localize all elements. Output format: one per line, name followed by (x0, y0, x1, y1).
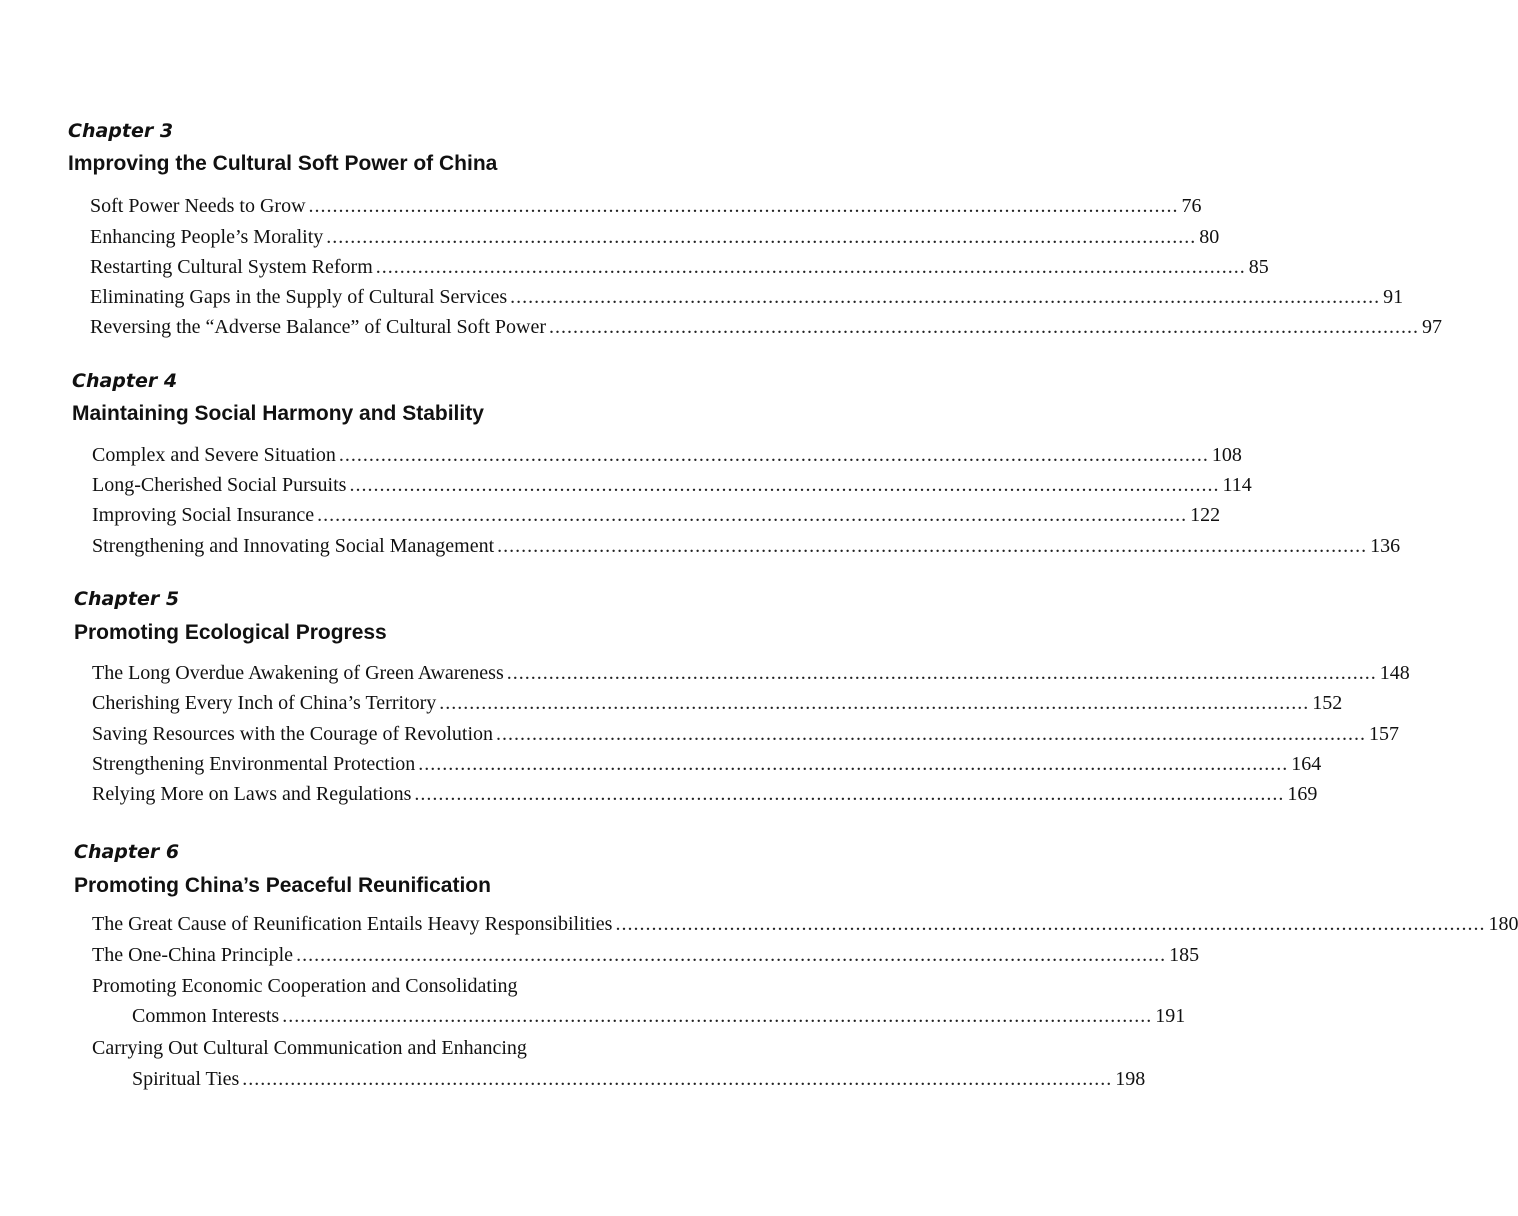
dot-leader: ................................................................................................................................................. (418, 753, 1289, 775)
entry-title: The One-China Principle (92, 944, 294, 966)
dot-leader: ................................................................................................................................................. (242, 1068, 1113, 1090)
page-number: 136 (1370, 535, 1401, 557)
dot-leader: ................................................................................................................................................. (510, 286, 1381, 308)
page-number: 91 (1383, 286, 1404, 308)
chapter-title: Improving the Cultural Soft Power of China (68, 152, 498, 175)
toc-entry[interactable] (92, 690, 1343, 716)
entry-title: Relying More on Laws and Regulations (92, 783, 412, 805)
chapter-label: Chapter 3 (68, 120, 174, 142)
toc-entry[interactable] (132, 1066, 1146, 1092)
toc-entry[interactable] (92, 751, 1322, 777)
toc-entry[interactable] (92, 942, 1200, 968)
toc-entry[interactable] (90, 254, 1269, 280)
toc-entry[interactable] (90, 284, 1404, 310)
dot-leader: ................................................................................................................................................. (326, 226, 1197, 248)
chapter-label: Chapter 4 (72, 370, 178, 392)
dot-leader: ................................................................................................................................................. (506, 662, 1377, 684)
chapter-title: Promoting Ecological Progress (74, 621, 387, 644)
entry-title: The Great Cause of Reunification Entails Heavy Responsibilities (92, 913, 613, 935)
chapter-label: Chapter 5 (74, 588, 180, 610)
entry-title: Complex and Severe Situation (92, 444, 336, 466)
page-number: 180 (1488, 913, 1518, 935)
page-number: 157 (1369, 723, 1400, 745)
toc-entry[interactable] (92, 502, 1221, 528)
toc-entry[interactable] (92, 911, 1518, 937)
page-number: 185 (1169, 944, 1200, 966)
entry-title: Long-Cherished Social Pursuits (92, 474, 347, 496)
entry-title: The Long Overdue Awakening of Green Awareness (92, 662, 504, 684)
toc-entry[interactable] (90, 224, 1220, 250)
page-number: 191 (1155, 1005, 1186, 1027)
dot-leader: ................................................................................................................................................. (308, 195, 1179, 217)
dot-leader: ................................................................................................................................................. (548, 316, 1419, 338)
toc-entry[interactable] (132, 1003, 1186, 1029)
page-number: 85 (1248, 256, 1269, 278)
toc-entry[interactable] (92, 721, 1400, 747)
toc-entry[interactable] (92, 533, 1401, 559)
toc-entry[interactable] (90, 314, 1442, 340)
chapter-title: Maintaining Social Harmony and Stability (72, 402, 484, 425)
page-number: 122 (1190, 504, 1221, 526)
entry-title-line1: Carrying Out Cultural Communication and Enhancing (92, 1037, 527, 1059)
dot-leader: ................................................................................................................................................. (414, 783, 1285, 805)
dot-leader: ................................................................................................................................................. (338, 444, 1209, 466)
entry-title: Enhancing People’s Morality (90, 226, 324, 248)
page-number: 164 (1291, 753, 1322, 775)
page-number: 80 (1199, 226, 1220, 248)
page-number: 97 (1421, 316, 1442, 338)
entry-title-line2: Common Interests (132, 1005, 280, 1027)
toc-entry[interactable] (92, 472, 1252, 498)
entry-title: Strengthening Environmental Protection (92, 753, 416, 775)
dot-leader: ................................................................................................................................................. (497, 535, 1368, 557)
page-number: 198 (1115, 1068, 1146, 1090)
page-number: 114 (1222, 474, 1252, 496)
dot-leader: ................................................................................................................................................. (317, 504, 1188, 526)
dot-leader: ................................................................................................................................................. (496, 723, 1367, 745)
page-number: 108 (1211, 444, 1242, 466)
dot-leader: ................................................................................................................................................. (375, 256, 1246, 278)
entry-title: Eliminating Gaps in the Supply of Cultural Services (90, 286, 508, 308)
entry-title: Soft Power Needs to Grow (90, 195, 306, 217)
chapter-title: Promoting China’s Peaceful Reunification (74, 874, 491, 897)
entry-title-line2: Spiritual Ties (132, 1068, 240, 1090)
dot-leader: ................................................................................................................................................. (439, 692, 1310, 714)
entry-title: Cherishing Every Inch of China’s Territory (92, 692, 437, 714)
entry-title: Improving Social Insurance (92, 504, 315, 526)
toc-entry[interactable] (92, 781, 1318, 807)
entry-title: Saving Resources with the Courage of Revolution (92, 723, 494, 745)
page-number: 169 (1287, 783, 1318, 805)
page-number: 76 (1181, 195, 1202, 217)
dot-leader: ................................................................................................................................................. (296, 944, 1167, 966)
page-number: 152 (1312, 692, 1343, 714)
entry-title: Restarting Cultural System Reform (90, 256, 373, 278)
dot-leader: ................................................................................................................................................. (349, 474, 1220, 496)
toc-entry[interactable] (90, 193, 1202, 219)
toc-entry[interactable] (92, 442, 1242, 468)
toc-entry[interactable] (92, 660, 1410, 686)
entry-title: Reversing the “Adverse Balance” of Cultural Soft Power (90, 316, 546, 338)
entry-title: Strengthening and Innovating Social Management (92, 535, 495, 557)
dot-leader: ................................................................................................................................................. (282, 1005, 1153, 1027)
chapter-label: Chapter 6 (74, 841, 180, 863)
entry-title-line1: Promoting Economic Cooperation and Consolidating (92, 975, 518, 997)
dot-leader: ................................................................................................................................................. (615, 913, 1486, 935)
page-number: 148 (1379, 662, 1410, 684)
